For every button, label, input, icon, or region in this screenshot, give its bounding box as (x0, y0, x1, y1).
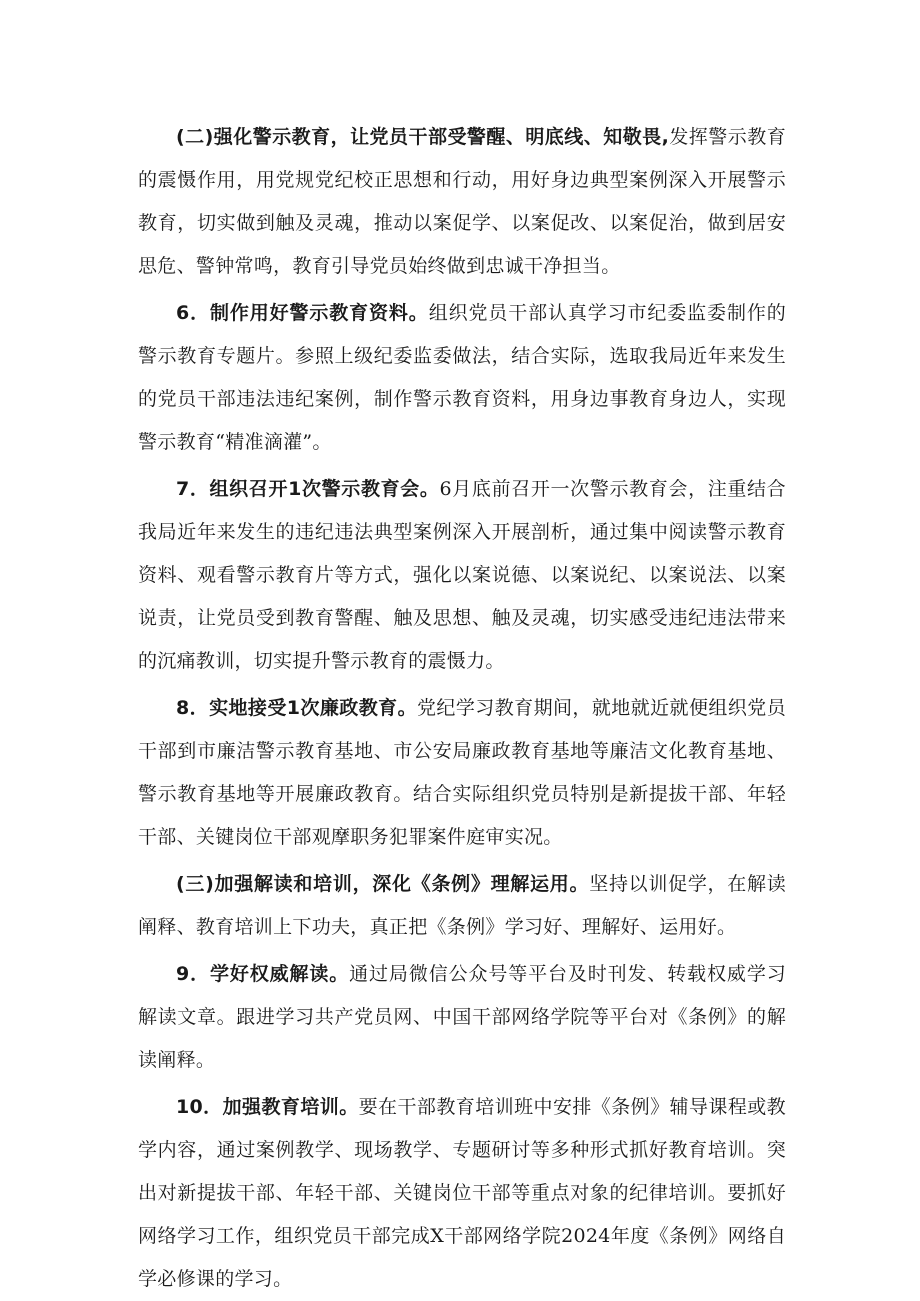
paragraph-item-6 (138, 292, 786, 464)
document-page (138, 116, 786, 1301)
paragraph-item-10 (138, 1086, 786, 1301)
paragraph-body: 党纪学习教育期间，就地就近就便组织党员干部到市廉洁警示教育基地、市公安局廉政教育基地等廉洁文化教育基地、警示教育基地等开展廉政教育。结合实际组织党员特别是新提拔干部、年轻干部、关键岗位干部观摩职务犯罪案件庭审实况。 (138, 697, 786, 848)
paragraph-heading: 8．实地接受1次廉政教育。 (176, 697, 417, 719)
paragraph-heading: 7．组织召开1次警示教育会。 (176, 478, 440, 500)
paragraph-item-8 (138, 687, 786, 859)
paragraph-heading: 9．学好权威解读。 (176, 963, 350, 985)
paragraph-item-7 (138, 468, 786, 683)
paragraph-heading: (二)强化警示教育，让党员干部受警醒、明底线、知敬畏, (176, 126, 670, 148)
paragraph-body: 6月底前召开一次警示教育会，注重结合我局近年来发生的违纪违法典型案例深入开展剖析，通过集中阅读警示教育资料、观看警示教育片等方式，强化以案说德、以案说纪、以案说法、以案说责，让党员受到教育警醒、触及思想、触及灵魂，切实感受违纪违法带来的沉痛教训，切实提升警示教育的震慑力。 (138, 478, 786, 672)
paragraph-body: 通过局微信公众号等平台及时刊发、转载权威学习解读文章。跟进学习共产党员网、中国干部网络学院等平台对《条例》的解读阐释。 (138, 963, 787, 1071)
paragraph-item-9 (138, 953, 786, 1082)
paragraph-body: 坚持以训促学，在解读阐释、教育培训上下功夫，真正把《条例》学习好、理解好、运用好。 (138, 873, 786, 938)
paragraph-body: 发挥警示教育的震慑作用，用党规党纪校正思想和行动，用好身边典型案例深入开展警示教育，切实做到触及灵魂，推动以案促学、以案促改、以案促治，做到居安思危、警钟常鸣，教育引导党员始终做到忠诚干净担当。 (138, 126, 786, 277)
paragraph-body: 要在干部教育培训班中安排《条例》辅导课程或教学内容，通过案例教学、现场教学、专题研讨等多种形式抓好教育培训。突出对新提拔干部、年轻干部、关键岗位干部等重点对象的纪律培训。要抓好网络学习工作，组织党员干部完成X干部网络学院2024年度《条例》网络自学必修课的学习。 (138, 1096, 786, 1290)
paragraph-heading: (三)加强解读和培训，深化《条例》理解运用。 (176, 873, 590, 895)
paragraph-heading: 10．加强教育培训。 (176, 1096, 359, 1118)
paragraph-section-3 (138, 863, 786, 949)
paragraph-heading: 6．制作用好警示教育资料。 (176, 302, 429, 324)
paragraph-body: 组织党员干部认真学习市纪委监委制作的警示教育专题片。参照上级纪委监委做法，结合实际，选取我局近年来发生的党员干部违法违纪案例，制作警示教育资料，用身边事教育身边人，实现警示教育“精准滴灌”。 (138, 302, 787, 453)
paragraph-section-2 (138, 116, 786, 288)
